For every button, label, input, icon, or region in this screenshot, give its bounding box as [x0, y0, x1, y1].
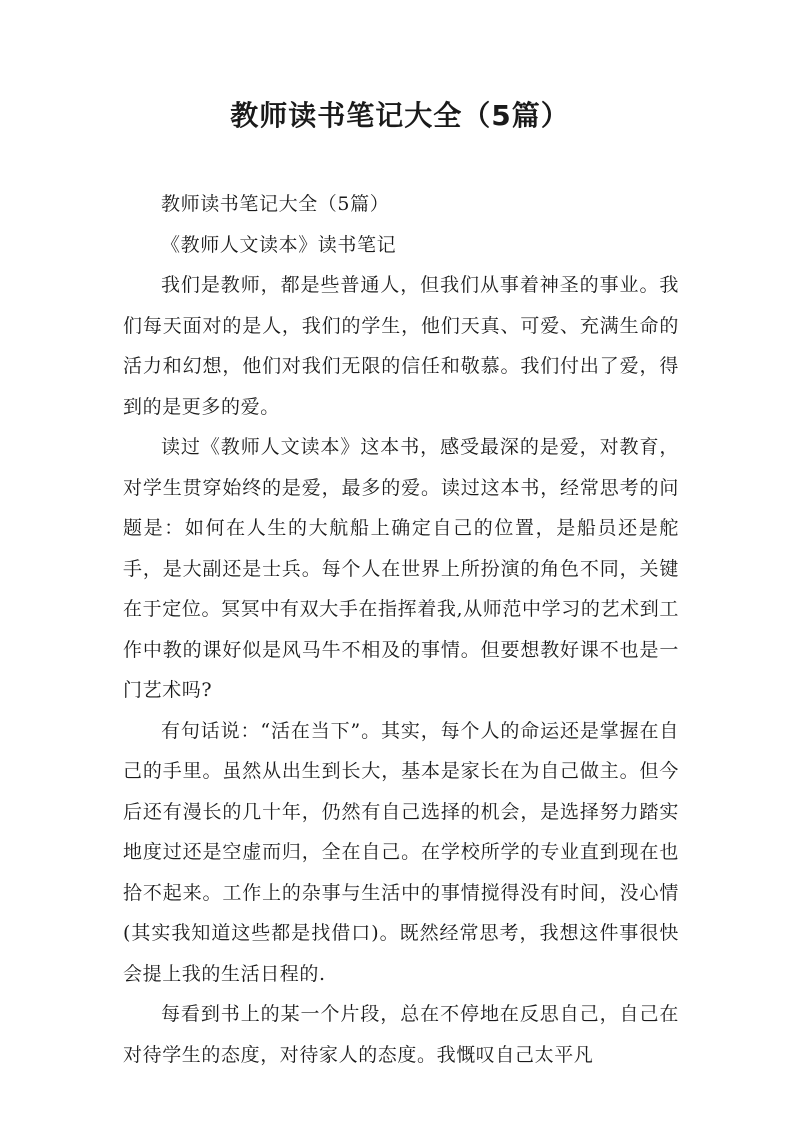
paragraph-subtitle: 教师读书笔记大全（5篇）	[161, 193, 390, 215]
paragraph-text: 读过《教师人文读本》这本书，感受最深的是爱，对教育，对学生贯穿始终的是爱，最多的爱。读过这本书，经常思考的问题是：如何在人生的大航船上确定自己的位置，是船员还是舵手，是大副还是士兵。每个人在世界上所扮演的角色不同，关键在于定位。冥冥中有双大手在指挥着我,从师范中学习的艺术到工作中教的课好似是风马牛不相及的事情。但要想教好课不也是一门艺术吗?	[123, 436, 679, 701]
document-title: 教师读书笔记大全（5篇）	[230, 99, 570, 132]
paragraph-book-heading: 《教师人文读本》读书笔记	[161, 233, 397, 256]
paragraph-text: 每看到书上的某一个片段，总在不停地在反思自己，自己在对待学生的态度，对待家人的态度。我慨叹自己太平凡	[123, 1003, 679, 1066]
paragraph-text: 我们是教师，都是些普通人，但我们从事着神圣的事业。我们每天面对的是人，我们的学生，他们天真、可爱、充满生命的活力和幻想，他们对我们无限的信任和敬慕。我们付出了爱，得到的是更多的爱。	[123, 274, 679, 418]
document-body	[123, 184, 679, 1075]
paragraph-text: 有句话说：“活在当下”。其实，每个人的命运还是掌握在自己的手里。虽然从出生到长大，基本是家长在为自己做主。但今后还有漫长的几十年，仍然有自己选择的机会，是选择努力踏实地度过还是空虚而归，全在自己。在学校所学的专业直到现在也拾不起来。工作上的杂事与生活中的事情搅得没有时间，没心情(其实我知道这些都是找借口)。既然经常思考，我想这件事很快会提上我的生活日程的.	[123, 719, 679, 985]
